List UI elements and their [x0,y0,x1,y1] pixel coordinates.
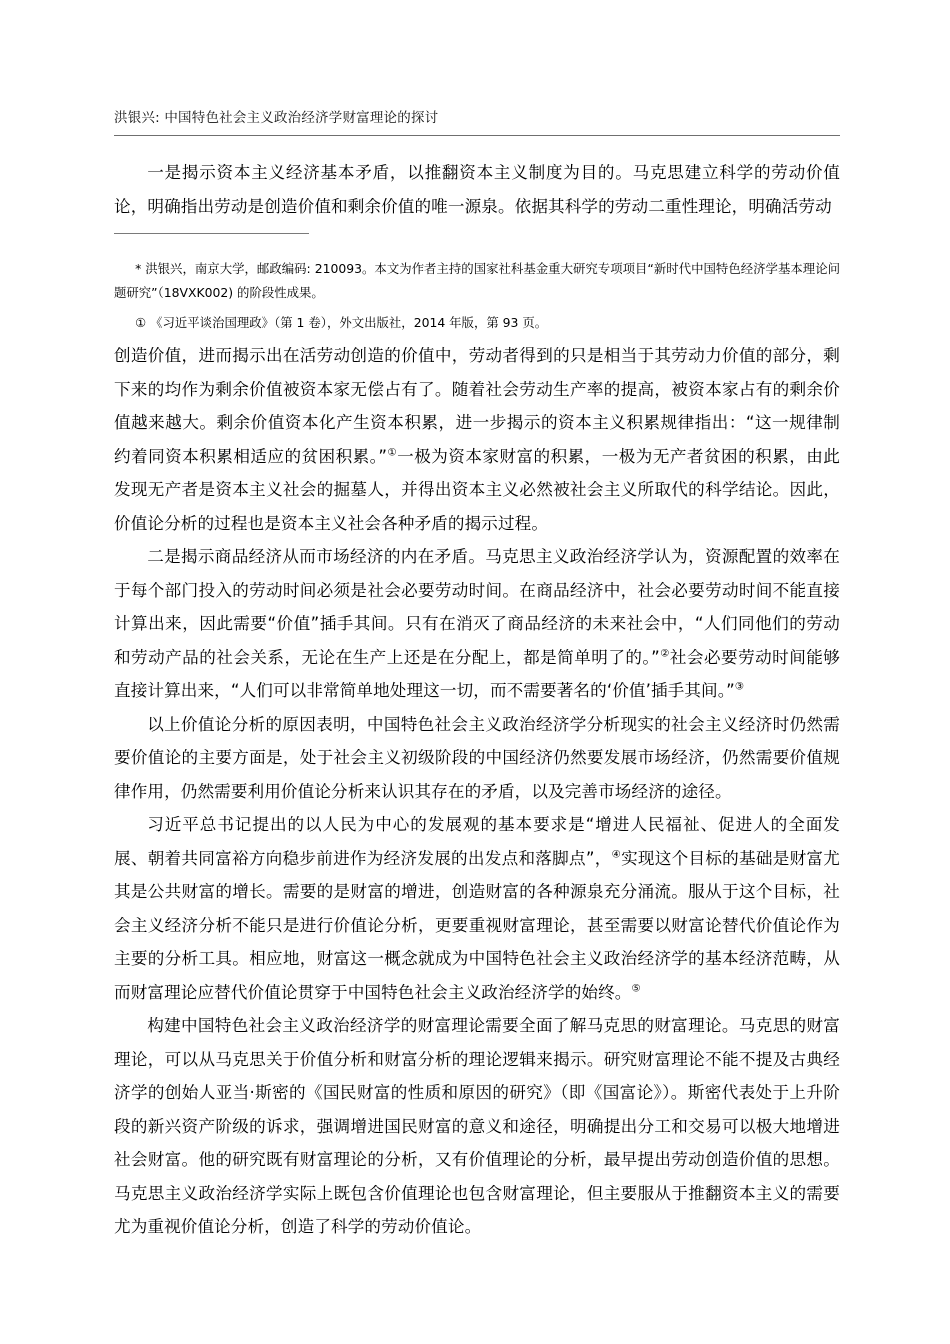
paragraph-2 [114,540,840,708]
running-header-title: 洪银兴: 中国特色社会主义政治经济学财富理论的探讨 [114,110,439,126]
paragraph-continuation [114,339,840,540]
body-top-block [114,156,840,223]
footnote-separator-rule [114,233,309,234]
paragraph-top: 一是揭示资本主义经济基本矛盾，以推翻资本主义制度为目的。马克思建立科学的劳动价值论，明确指出劳动是创造价值和剩余价值的唯一源泉。依据其科学的劳动二重性理论，明确活劳动 [114,163,840,216]
footnote-ref-3[interactable]: ③ [734,680,745,693]
paragraph-4-part2: 实现这个目标的基础是财富尤其是公共财富的增长。需要的是财富的增进，创造财富的各种源泉充分涌流。服从于这个目标，社会主义经济分析不能只是进行价值论分析，更要重视财富理论，甚至需要以财富论替代价值论作为主要的分析工具。相应地，财富这一概念就成为中国特色社会主义政治经济学的基本经济范畴，从而财富理论应替代价值论贯穿于中国特色社会主义政治经济学的始终。 [114,848,840,1002]
footnote-ref-2[interactable]: ② [659,647,670,660]
footnote-item-citation-1: ① 《习近平谈治国理政》（第 1 卷），外文出版社，2014 年版，第 93 页。 [135,315,548,331]
paragraph-2-part2: 社会必要劳动时间能够直接计算出来，“人们可以非常简单地处理这一切，而不需要著名的‘价值’插手其间。” [114,647,840,701]
footnote-list [114,257,840,335]
paragraph-3: 以上价值论分析的原因表明，中国特色社会主义政治经济学分析现实的社会主义经济时仍然需要价值论的主要方面是，处于社会主义初级阶段的中国经济仍然要发展市场经济，仍然需要价值规律作用，仍然需要利用价值论分析来认识其存在的矛盾，以及完善市场经济的途径。 [114,714,840,801]
body-main-block [114,339,840,1244]
paragraph-continuation-part1: 创造价值，进而揭示出在活劳动创造的价值中，劳动者得到的只是相当于其劳动力价值的部分，剩下来的均作为剩余价值被资本家无偿占有了。随着社会劳动生产率的提高，被资本家占有的剩余价值越来越大。剩余价值资本化产生资本积累，进一步揭示的资本主义积累规律指出：“这一规律制约着同资本积累相适应的贫困积累。” [114,346,840,466]
footnote-ref-1[interactable]: ① [387,446,398,459]
footnote-ref-5[interactable]: ⑤ [631,982,641,995]
paragraph-2-part1: 二是揭示商品经济从而市场经济的内在矛盾。马克思主义政治经济学认为，资源配置的效率在于每个部门投入的劳动时间必须是社会必要劳动时间。在商品经济中，社会必要劳动时间不能直接计算出来，因此需要“价值”插手其间。只有在消灭了商品经济的未来社会中，“人们同他们的劳动和劳动产品的社会关系，无论在生产上还是在分配上，都是简单明了的。” [114,547,840,667]
paragraph-continuation-part2: 一极为资本家财富的积累，一极为无产者贫困的积累，由此发现无产者是资本主义社会的掘墓人，并得出资本主义必然被社会主义所取代的科学结论。因此，价值论分析的过程也是资本主义社会各种矛盾的揭示过程。 [114,446,840,533]
header-rule-divider [114,135,840,136]
page-content-column [114,108,840,1244]
paragraph-4-part1: 习近平总书记提出的以人民为中心的发展观的基本要求是“增进人民福祉、促进人的全面发展、朝着共同富裕方向稳步前进作为经济发展的出发点和落脚点”， [114,815,840,868]
footnote-zone [114,233,840,335]
paragraph-5: 构建中国特色社会主义政治经济学的财富理论需要全面了解马克思的财富理论。马克思的财富理论，可以从马克思关于价值分析和财富分析的理论逻辑来揭示。研究财富理论不能不提及古典经济学的创始人亚当·斯密的《国民财富的性质和原因的研究》（即《国富论》）。斯密代表处于上升阶段的新兴资产阶级的诉求，强调增进国民财富的意义和途径，明确提出分工和交易可以极大地增进社会财富。他的研究既有财富理论的分析，又有价值理论的分析，最早提出劳动创造价值的思想。马克思主义政治经济学实际上既包含价值理论也包含财富理论，但主要服从于推翻资本主义的需要尤为重视价值论分析，创造了科学的劳动价值论。 [114,1016,840,1237]
footnote-ref-4[interactable]: ④ [611,848,622,861]
paragraph-4 [114,808,840,1009]
footnote-item-author: * 洪银兴，南京大学，邮政编码: 210093。本文为作者主持的国家社科基金重大研究专项项目“新时代中国特色经济学基本理论问题研究”（18VXK002) 的阶段性成果。 [114,261,840,301]
